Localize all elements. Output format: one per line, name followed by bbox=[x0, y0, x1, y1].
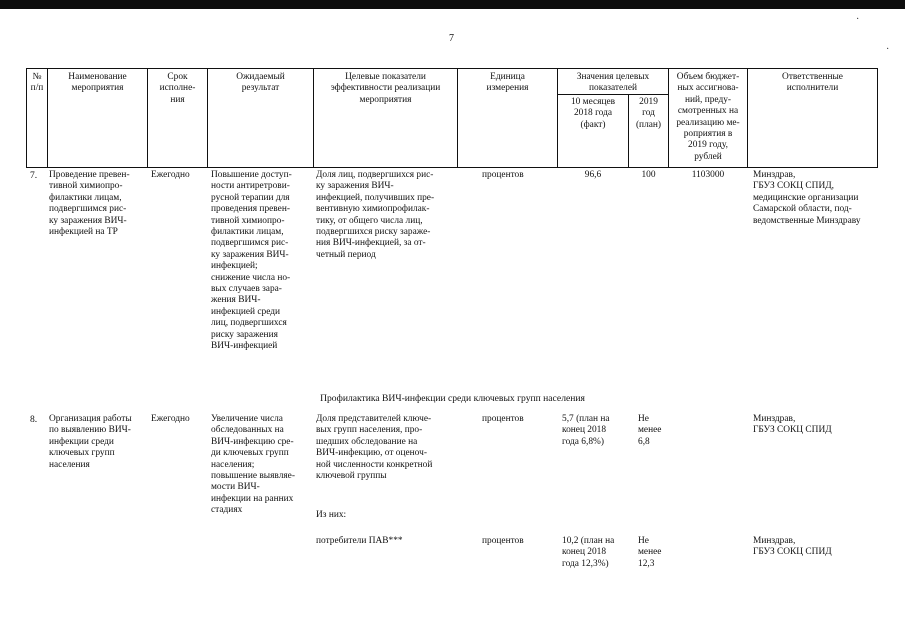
row7-result: Повышение доступ- ности антиретрови- русной терапии для проведения превен- тивной химиопро- филактики лицам, подвергшимся рис- ку заражения ВИЧ- инфекцией; снижение числа но- вых случаев зара- жения ВИЧ- инфекцией среди лиц, подвергшихся риску заражения ВИЧ-инфекцией bbox=[211, 170, 292, 352]
row8-responsible: Минздрав, ГБУЗ СОКЦ СПИД bbox=[753, 414, 832, 436]
table-top-border bbox=[26, 68, 878, 69]
header-values: Значения целевых показателей bbox=[576, 72, 650, 94]
row7-name: Проведение превен- тивной химиопро- филактики лицам, подвергшимся рис- ку заражения ВИЧ- инфекцией на ТР bbox=[49, 170, 130, 238]
header-no: № п/п bbox=[30, 72, 44, 94]
row8-number: 8. bbox=[30, 414, 38, 425]
header-values-fact: 10 месяцев 2018 года (факт) bbox=[570, 97, 616, 130]
row7-responsible: Минздрав, ГБУЗ СОКЦ СПИД, медицинские организации Самарской области, под- ведомственные Минздраву bbox=[753, 170, 861, 226]
scan-speck: · bbox=[856, 14, 860, 25]
row8-sub-fact: 10,2 (план на конец 2018 года 12,3%) bbox=[562, 536, 615, 569]
header-responsible: Ответственные исполнители bbox=[782, 72, 843, 94]
row8-name: Организация работы по выявлению ВИЧ- инфекции среди ключевых групп населения bbox=[49, 414, 132, 470]
header-values-plan: 2019 год (план) bbox=[635, 97, 662, 130]
header-result: Ожидаемый результат bbox=[236, 72, 285, 94]
header-name: Наименование мероприятия bbox=[68, 72, 127, 94]
scan-top-border bbox=[0, 0, 905, 9]
header-targets: Целевые показатели эффективности реализации мероприятия bbox=[330, 72, 441, 105]
row7-budget: 1103000 bbox=[691, 170, 725, 180]
header-term: Срок исполне- ния bbox=[159, 72, 196, 105]
row7-term: Ежегодно bbox=[151, 170, 190, 180]
row7-plan: 100 bbox=[641, 170, 656, 180]
row8-sub-plan: Не менее 12,3 bbox=[638, 536, 662, 569]
header-unit: Единица измерения bbox=[486, 72, 529, 94]
row8-plan: Не менее 6,8 bbox=[638, 414, 662, 447]
table-header-bottom-border bbox=[26, 167, 878, 168]
row7-number: 7. bbox=[30, 170, 38, 181]
col-divider bbox=[877, 68, 878, 168]
row8-result: Увеличение числа обследованных на ВИЧ-инфекцию сре- ди ключевых групп населения; повышение выявляе- мости ВИЧ- инфекции на ранних стадиях bbox=[211, 414, 295, 516]
row8-target: Доля представителей ключе- вых групп населения, про- шедших обследование на ВИЧ-инфекцию, от оценоч- ной численности конкретной ключевой группы bbox=[316, 414, 433, 482]
row7-fact: 96,6 bbox=[584, 170, 602, 180]
row8-sub-target: потребители ПАВ*** bbox=[316, 536, 403, 546]
row8-fact: 5,7 (план на конец 2018 года 6,8%) bbox=[562, 414, 610, 447]
page-number: 7 bbox=[449, 33, 454, 44]
row7-target: Доля лиц, подвергшихся рис- ку заражения ВИЧ- инфекцией, получивших пре- вентивную химиопрофилак- тику, от общего числа лиц, подвергшихся риску зараже- ния ВИЧ-инфекцией, за от- четный период bbox=[316, 170, 435, 260]
section-title: Профилактика ВИЧ-инфекции среди ключевых групп населения bbox=[320, 393, 585, 404]
row7-unit: процентов bbox=[482, 170, 524, 180]
scan-speck: · bbox=[886, 44, 890, 55]
row8-unit: процентов bbox=[482, 414, 524, 424]
header-budget: Объем бюджет- ных ассигнова- ний, преду- смотренных на реализацию ме- роприятия в 2019 году, рублей bbox=[676, 72, 740, 162]
row8-of-them: Из них: bbox=[316, 510, 347, 520]
row8-term: Ежегодно bbox=[151, 414, 190, 424]
row8-sub-responsible: Минздрав, ГБУЗ СОКЦ СПИД bbox=[753, 536, 832, 558]
row8-sub-unit: процентов bbox=[482, 536, 524, 546]
